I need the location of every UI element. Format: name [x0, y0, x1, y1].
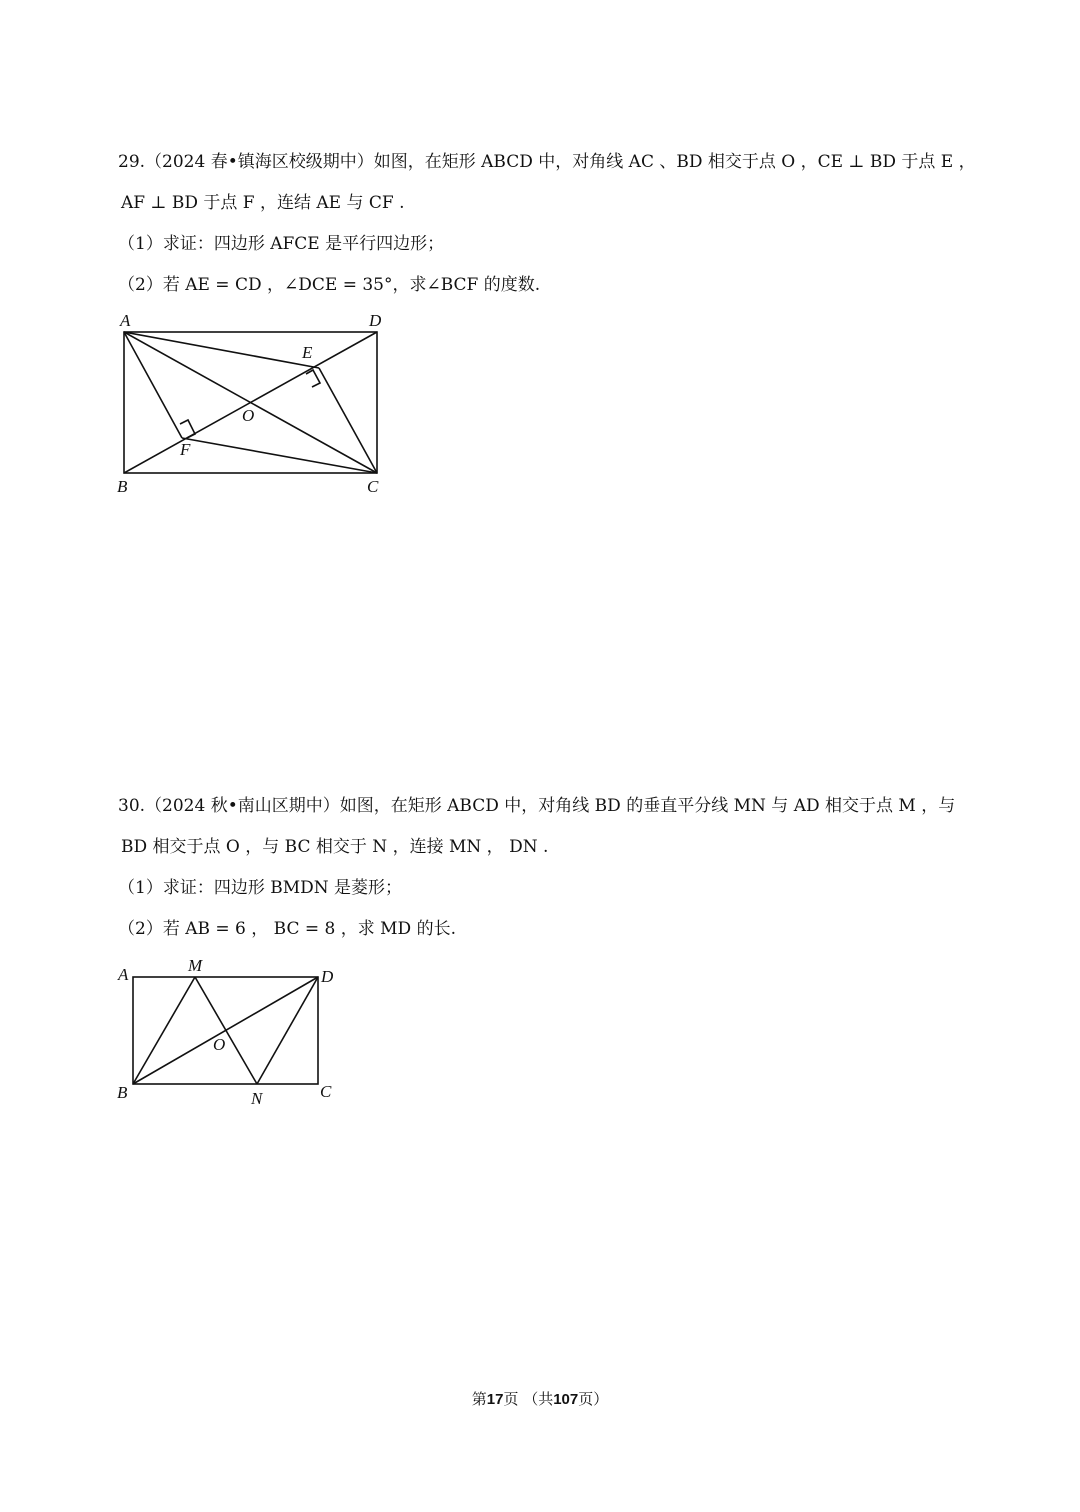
q29-label-d: D — [369, 311, 382, 330]
q29-label-o: O — [242, 406, 255, 425]
q29-label-c: C — [367, 477, 379, 496]
q30-label-o: O — [213, 1035, 226, 1054]
q30-figure — [110, 950, 345, 1110]
q29-number: 29. — [118, 152, 146, 172]
q30-segment-mn — [195, 977, 257, 1084]
q29-stem-line1: 如图，在矩形 ABCD 中，对角线 AC 、BD 相交于点 O ，CE ⊥ BD 于点 E ， — [373, 152, 976, 172]
q30-source: （2024 秋•南山区期中） — [145, 796, 340, 816]
q29-stem-line2: AF ⊥ BD 于点 F ，连结 AE 与 CF . — [121, 193, 405, 213]
page-footer — [0, 1388, 1080, 1409]
q30-segment-bm — [133, 977, 195, 1084]
footer-page-number: 17 — [486, 1391, 504, 1408]
q29-segment-cf — [182, 438, 377, 473]
q29-line1 — [118, 150, 976, 174]
q29-segment-ae — [124, 332, 319, 368]
q29-label-a: A — [120, 311, 131, 330]
q30-label-b: B — [117, 1083, 128, 1102]
q30-label-d: D — [321, 967, 334, 986]
footer-middle: 页 （共 — [503, 1390, 554, 1408]
q29-label-b: B — [117, 477, 128, 496]
q29-label-f: F — [180, 440, 191, 459]
q29-part2: （2）若 AE = CD ，∠DCE = 35°，求∠BCF 的度数. — [118, 275, 541, 295]
q30-part1: （1）求证：四边形 BMDN 是菱形； — [118, 878, 403, 898]
footer-prefix: 第 — [471, 1390, 487, 1408]
q30-stem-line1: 如图，在矩形 ABCD 中，对角线 BD 的垂直平分线 MN 与 AD 相交于点 M ，与 — [339, 796, 956, 816]
q29-figure — [110, 305, 400, 500]
q30-label-n: N — [251, 1089, 263, 1108]
q30-segment-nd — [257, 977, 318, 1084]
q29-source: （2024 春•镇海区校级期中） — [145, 152, 374, 172]
q29-right-angle-f — [180, 420, 195, 438]
q30-stem-line2: BD 相交于点 O ，与 BC 相交于 N ，连接 MN ， DN . — [121, 837, 549, 857]
footer-suffix: 页） — [578, 1390, 609, 1408]
q30-label-c: C — [320, 1082, 332, 1101]
q30-line1 — [118, 794, 955, 818]
q29-right-angle-e — [306, 370, 320, 387]
q30-label-m: M — [188, 956, 203, 975]
q30-part2: （2）若 AB = 6 ， BC = 8 ，求 MD 的长. — [118, 919, 456, 939]
q30-number: 30. — [118, 796, 146, 816]
q29-part1: （1）求证：四边形 AFCE 是平行四边形； — [118, 234, 445, 254]
q30-label-a: A — [118, 965, 129, 984]
footer-total-pages: 107 — [553, 1391, 579, 1408]
q29-label-e: E — [302, 343, 313, 362]
